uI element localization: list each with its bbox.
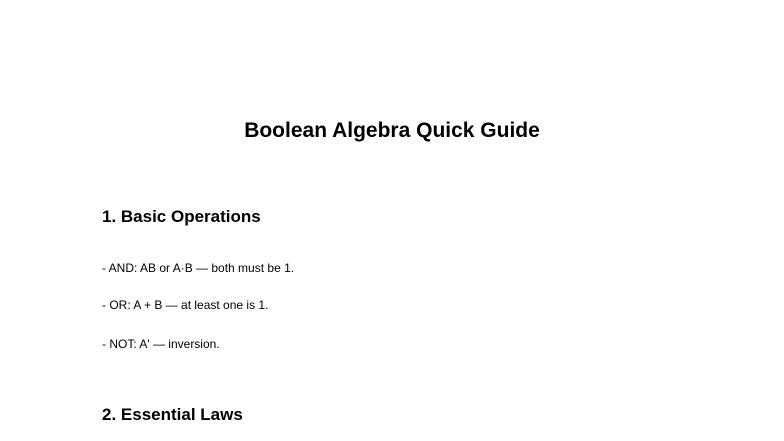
section-heading-essential-laws: 2. Essential Laws: [102, 405, 243, 424]
list-item-and: - AND: AB or A·B — both must be 1.: [102, 261, 295, 275]
list-item-not: - NOT: A' — inversion.: [102, 337, 220, 351]
page-title: Boolean Algebra Quick Guide: [244, 119, 540, 142]
list-item-or: - OR: A + B — at least one is 1.: [102, 298, 269, 312]
section-heading-basic-operations: 1. Basic Operations: [102, 207, 261, 226]
